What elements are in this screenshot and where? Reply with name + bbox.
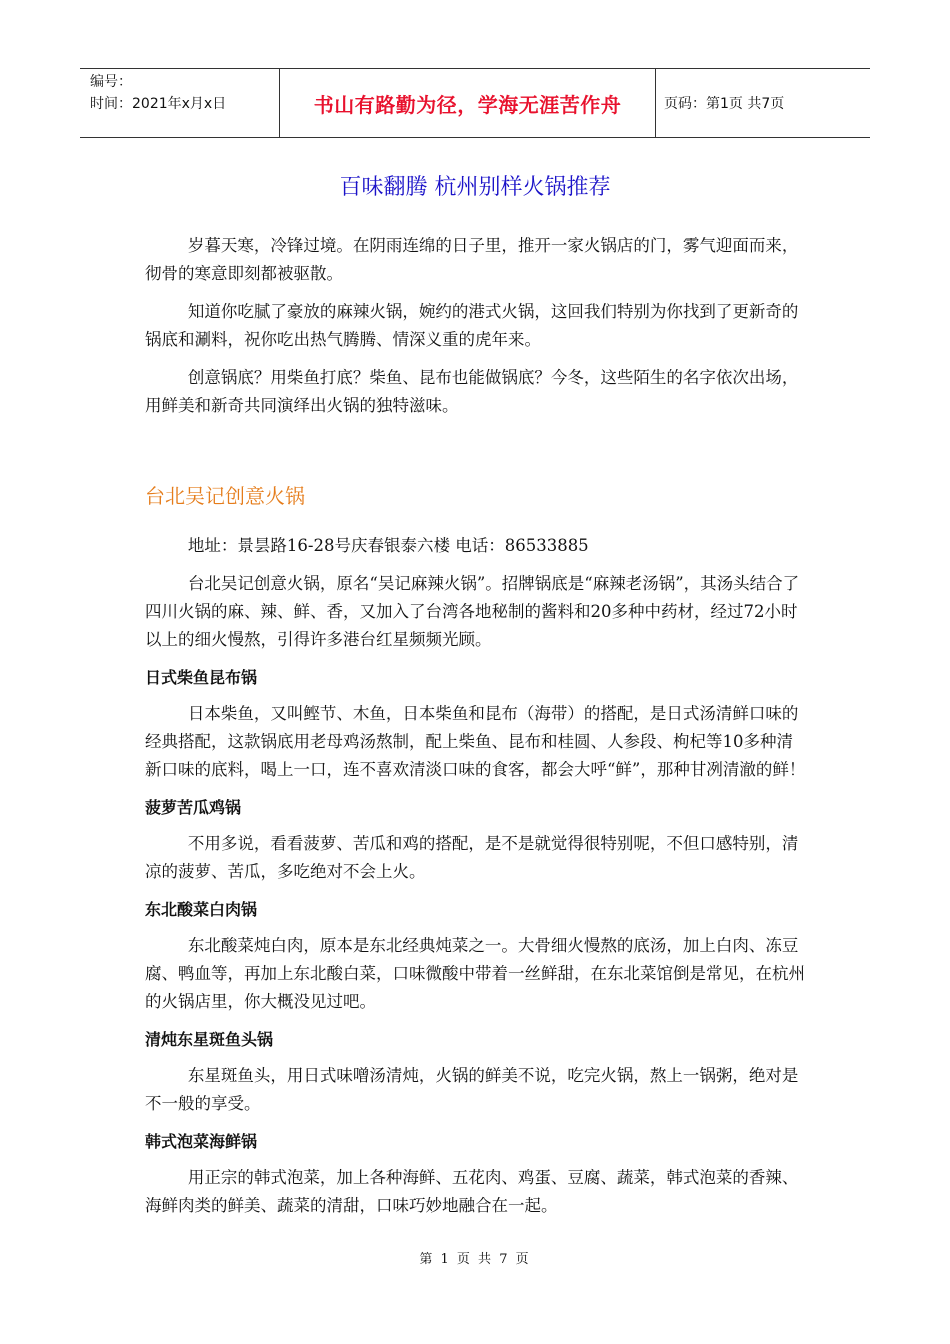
dish-heading: 日式柴鱼昆布锅 <box>145 668 258 687</box>
page-footer: 第 1 页 共 7 页 <box>419 1252 531 1267</box>
header-motto: 书山有路勤为径，学海无涯苦作舟 <box>280 69 656 137</box>
dish-description: 用正宗的韩式泡菜，加上各种海鲜、五花肉、鸡蛋、豆腐、蔬菜，韩式泡菜的香辣、海鲜肉类的鲜美、蔬菜的清甜，口味巧妙地融合在一起。 <box>145 1168 799 1215</box>
dish-heading: 东北酸菜白肉锅 <box>145 900 258 919</box>
dish-heading: 清炖东星斑鱼头锅 <box>145 1030 274 1049</box>
intro-paragraph: 岁暮天寒，冷锋过境。在阴雨连绵的日子里，推开一家火锅店的门，雾气迎面而来，彻骨的寒意即刻都被驱散。 <box>145 236 799 283</box>
section-title: 台北吴记创意火锅 <box>145 484 305 508</box>
intro-paragraph: 知道你吃腻了豪放的麻辣火锅，婉约的港式火锅，这回我们特别为你找到了更新奇的锅底和涮料，祝你吃出热气腾腾、情深义重的虎年来。 <box>145 302 799 349</box>
header-meta <box>80 69 280 137</box>
dish-heading: 韩式泡菜海鲜锅 <box>145 1132 258 1151</box>
page-header <box>80 68 870 138</box>
section-description: 台北吴记创意火锅，原名“吴记麻辣火锅”。招牌锅底是“麻辣老汤锅”，其汤头结合了四川火锅的麻、辣、鲜、香，又加入了台湾各地秘制的酱料和20多种中药材，经过72小时以上的细火慢熬，引得许多港台红星频频光顾。 <box>145 574 800 649</box>
dish-description: 东北酸菜炖白肉，原本是东北经典炖菜之一。大骨细火慢熬的底汤，加上白肉、冻豆腐、鸭血等，再加上东北酸白菜，口味微酸中带着一丝鲜甜，在东北菜馆倒是常见，在杭州的火锅店里，你大概没见过吧。 <box>145 936 805 1011</box>
document-body <box>145 232 807 1230</box>
dish-description: 不用多说，看看菠萝、苦瓜和鸡的搭配，是不是就觉得很特别呢，不但口感特别，清凉的菠萝、苦瓜，多吃绝对不会上火。 <box>145 834 799 881</box>
document-title: 百味翻腾 杭州别样火锅推荐 <box>339 175 611 200</box>
dish-description: 日本柴鱼，又叫鲣节、木鱼，日本柴鱼和昆布（海带）的搭配，是日式汤清鲜口味的经典搭配，这款锅底用老母鸡汤熬制，配上柴鱼、昆布和桂圆、人参段、枸杞等10多种清新口味的底料，喝上一口，连不喜欢清淡口味的食客，都会大呼“鲜”，那种甘冽清澈的鲜！ <box>145 704 806 779</box>
number-label: 编号： <box>90 74 132 90</box>
intro-paragraph: 创意锅底？用柴鱼打底？柴鱼、昆布也能做锅底？今冬，这些陌生的名字依次出场，用鲜美和新奇共同演绎出火锅的独特滋味。 <box>145 368 799 415</box>
dish-description: 东星斑鱼头，用日式味噌汤清炖，火锅的鲜美不说，吃完火锅，熬上一锅粥，绝对是不一般的享受。 <box>145 1066 799 1113</box>
header-page-info: 页码：第1页 共7页 <box>664 96 785 112</box>
time-label: 时间：2021年x月x日 <box>90 96 227 112</box>
address-line: 地址：景昙路16-28号庆春银泰六楼 电话：86533885 <box>187 536 589 555</box>
dish-heading: 菠萝苦瓜鸡锅 <box>145 798 242 817</box>
